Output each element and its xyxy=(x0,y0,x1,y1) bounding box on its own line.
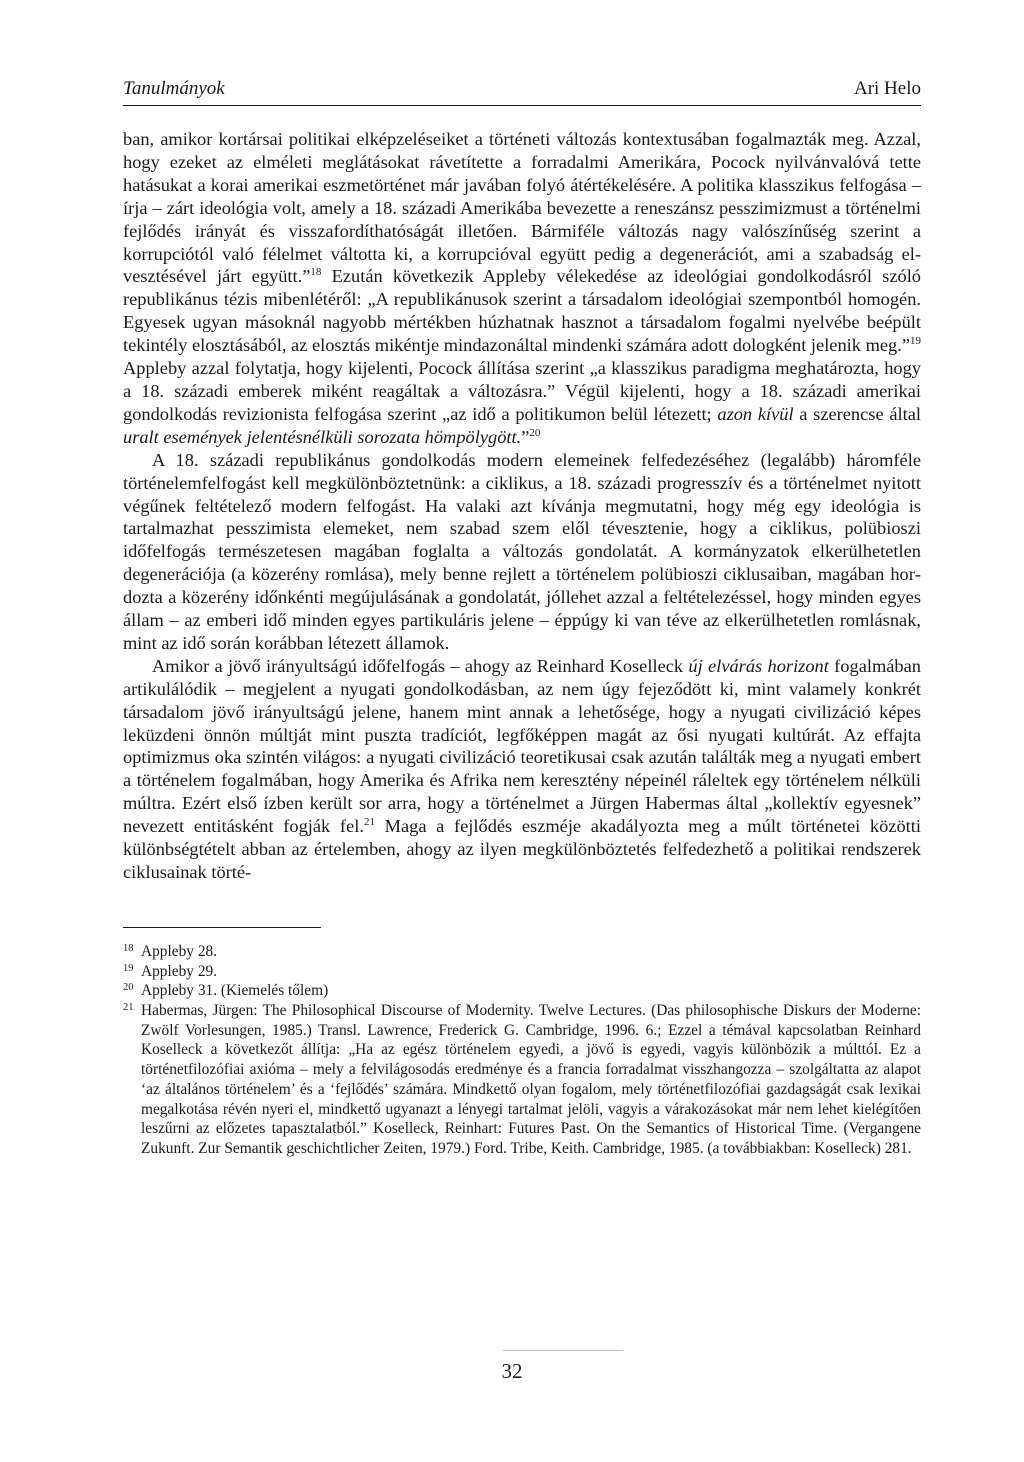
text-run: ” xyxy=(521,426,530,447)
footnote xyxy=(123,962,921,982)
emphasis: azon kívül xyxy=(717,403,794,424)
footnote xyxy=(123,942,921,962)
footnote-text: Appleby 28. xyxy=(141,942,218,960)
footnote-separator xyxy=(123,927,321,928)
page-number: 32 xyxy=(501,1359,523,1383)
footnote-number: 18 xyxy=(123,942,134,954)
text-run: A 18. századi republikánus gondolkodás modern elemeinek felfedezéséhez (legalább) háromféle történelemfelfogást kell megkülönböztetnünk: a ciklikus, a 18. századi progresszív és a történelmet nyitott végűnek feltételező modern felfogást. Ha valaki azt kívánja megmutatni, hogy még egy ideológia is tartalmazhat pesszimista elemeket, nem szabad szem elől tévesztenie, hogy a ciklikus, polübioszi időfelfogás természetesen magában foglalta a változás gondolatát. A kormányzatok elkerülhetetlen degenerációja (a közerény romlása), mely benne rejlett a történelem polübioszi ciklusaiban, magában hordozta a közerény időnkénti megújulásának a gondolatát, jóllehet azzal a feltételezéssel, hogy minden egyes állam – az emberi idő minden egyes partikuláris jelene – éppúgy ki van téve az elkerülhetetlen romlásnak, mint az idő során korábban létezett államok. xyxy=(123,449,921,653)
page xyxy=(123,78,921,1159)
footnote-text: Habermas, Jürgen: The Philosophical Discourse of Modernity. Twelve Lectures. (Das philosophische Diskurs der Moderne: Zwölf Vorlesungen, 1985.) Transl. Lawrence, Frederick G. Cambridge, 1996. 6.; Ezzel a témával kapcsolatban Reinhard Koselleck a következőt állítja: „Ha az egész történelem egyedi, a jövő is egyedi, vagyis különbözik a múlttól. Ez a történetfilozófiai axióma – mely a felvilágosodás eredménye és a francia forradalmat visszhangozza – szolgáltatta az alapot ‘az általános történelem’ és a ‘fejlődés’ számára. Mindkettő olyan fogalom, mely történetfilozófiai gazdagságát csak lexikai megalkotása révén nyeri el, mindkettő ugyanazt a lényegi tartalmat jelöli, vagyis a várakozásokat már nem lehet kielégítően leszűrni az előzetes tapasztalatból.” Koselleck, Reinhart: Futures Past. On the Semantics of Historical Time. (Vergangene Zukunft. Zur Semantik geschichtlicher Zeiten, 1979.) Ford. Tribe, Keith. Cambridge, 1985. (a továbbiakban: Koselleck) 281. xyxy=(141,1002,921,1157)
footnote-number: 20 xyxy=(123,982,134,994)
text-run: Maga a fejlődés eszméje akadályozta meg a múlt történetei közötti különbségtételt abban az értelemben, ahogy az ilyen megkülönböztetés felfedezhető a politikai rendszerek ciklusainak törté- xyxy=(123,816,922,882)
text-run: Amikor a jövő irányultságú időfelfogás – ahogy az Reinhard Koselleck xyxy=(152,655,689,676)
section-title: Tanulmányok xyxy=(123,78,225,99)
footnote-ref: 20 xyxy=(529,426,541,439)
footnote-number: 19 xyxy=(123,962,134,974)
footnote-ref: 18 xyxy=(310,266,322,279)
paragraph xyxy=(123,449,921,655)
footnote-ref: 21 xyxy=(363,816,375,829)
text-run: Ezután következik Appleby vélekedése az ideológiai gondolkodásról szóló republikánus tézis mibenlétéről: „A republikánusok szerint a társadalom ideológiai szempontból homogén. Egyesek ugyan másoknál nagyobb mértékben húzhatnak hasznot a társadalom fogalmi nyelvébe beépült tekintély elosztásából, az elosztás mikéntje mindazonáltal mindenki számára adott dologként jelenik meg.” xyxy=(123,266,922,356)
footnote-text: Appleby 31. (Kiemelés tőlem) xyxy=(141,982,329,1000)
emphasis: uralt események jelentésnélküli sorozata hömpölygött. xyxy=(123,426,522,447)
footnote-ref: 19 xyxy=(910,335,921,348)
paragraph xyxy=(123,655,921,884)
author-name: Ari Helo xyxy=(853,78,921,99)
text-run: fogalmában artikulálódik – megjelent a nyugati gondolkodásban, az nem úgy fejeződött ki, mint valamely konkrét társadalom jövő irányultságú jelene, hanem mint annak a lehetősége, hogy a nyugati civilizáció képes leküzdeni önnön múltját mint puszta tradíciót, legfőképpen magát az ősi nyugati kultúrát. Az effajta optimizmus oka szintén világos: a nyugati civilizáció teoretikusai csak azután találták meg a nyugati embert a történelem fogalmában, hogy Amerika és Afrika nem keresztény népeinél ráleltek egy történelem nélküli múltra. Ezért első ízben került sor arra, hogy a történelmet a Jürgen Habermas által „kollektív egyesnek” nevezett entitásként fogják fel. xyxy=(123,655,921,837)
body-text xyxy=(123,128,921,884)
footnote-number: 21 xyxy=(123,1002,134,1014)
text-run: a szerencse által xyxy=(793,403,921,424)
text-run: ban, amikor kortársai politikai elképzeléseiket a történeti változás kontextusában fogalmazták meg. Azzal, hogy ezeket az elméleti meglátásokat rávetítette a forradalmi Amerikára, Pocock nyilvánvalóvá tette hatásukat a korai amerikai eszmetörténet már javában folyó átértékelésére. A politika klasszikus felfogása – írja – zárt ideológia volt, amely a 18. századi Amerikába bevezette a reneszánsz pesszimizmust a történelmi fejlődés irányát és visszafordíthatóságát illetően. Bármiféle változás nagy valószínűség szerint a korrupciótól való félelmet váltotta ki, a korrupcióval együtt pedig a degenerációt, ami a szabadság elvesztésével járt együtt.” xyxy=(123,129,921,287)
emphasis: új elvárás horizont xyxy=(688,655,829,676)
footnote-text: Appleby 29. xyxy=(141,962,218,980)
page-number-rule xyxy=(503,1350,623,1351)
paragraph xyxy=(123,128,921,449)
footnote xyxy=(123,981,921,1001)
text-run: Appleby azzal folytatja, hogy kijelenti, Pocock állítása szerint „a klasszikus paradigma meghatározta, hogy a 18. századi emberek miként reagáltak a változásra.” Végül kijelenti, hogy a 18. századi amerikai gondolkodás revizionista felfogása szerint „az idő a politikumon belül létezett; xyxy=(123,358,921,424)
footnotes xyxy=(123,942,921,1159)
running-header xyxy=(123,78,921,106)
footnote xyxy=(123,1001,921,1159)
